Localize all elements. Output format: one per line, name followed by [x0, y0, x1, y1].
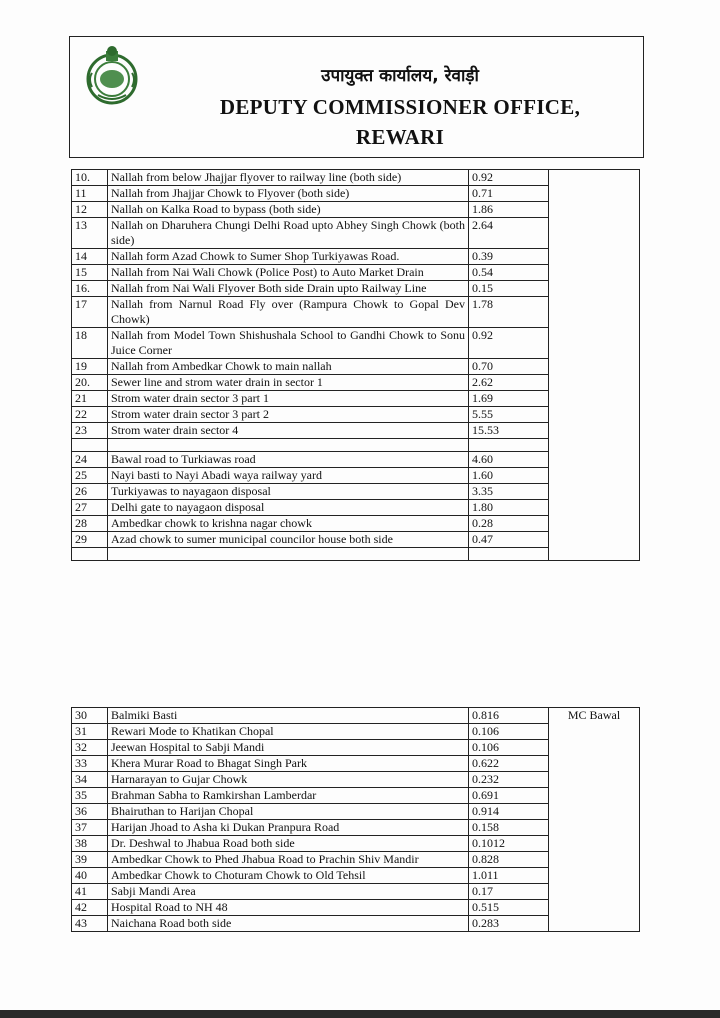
bottom-edge — [0, 1010, 720, 1018]
serial-number-cell: 32 — [72, 740, 108, 756]
description-cell: Nallah form Azad Chowk to Sumer Shop Turkiyawas Road. — [108, 249, 469, 265]
length-value-cell: 0.622 — [469, 756, 549, 772]
serial-number-cell: 24 — [72, 452, 108, 468]
length-value-cell: 0.232 — [469, 772, 549, 788]
works-table-2 — [71, 707, 640, 932]
description-cell: Nallah from Jhajjar Chowk to Flyover (both side) — [108, 186, 469, 202]
length-value-cell — [469, 548, 549, 561]
length-value-cell: 4.60 — [469, 452, 549, 468]
length-value-cell: 1.69 — [469, 391, 549, 407]
length-value-cell: 0.39 — [469, 249, 549, 265]
length-value-cell: 1.86 — [469, 202, 549, 218]
description-cell: Nallah from Nai Wali Chowk (Police Post) to Auto Market Drain — [108, 265, 469, 281]
serial-number-cell: 30 — [72, 708, 108, 724]
serial-number-cell — [72, 439, 108, 452]
length-value-cell: 0.17 — [469, 884, 549, 900]
description-cell: Strom water drain sector 3 part 1 — [108, 391, 469, 407]
letterhead — [69, 36, 644, 158]
description-cell: Naichana Road both side — [108, 916, 469, 932]
serial-number-cell: 13 — [72, 218, 108, 249]
description-cell: Harijan Jhoad to Asha ki Dukan Pranpura Road — [108, 820, 469, 836]
description-cell: Harnarayan to Gujar Chowk — [108, 772, 469, 788]
description-cell: Nayi basti to Nayi Abadi waya railway yard — [108, 468, 469, 484]
length-value-cell: 0.15 — [469, 281, 549, 297]
length-value-cell: 0.914 — [469, 804, 549, 820]
table-row — [72, 170, 640, 186]
description-cell: Rewari Mode to Khatikan Chopal — [108, 724, 469, 740]
serial-number-cell: 28 — [72, 516, 108, 532]
serial-number-cell: 41 — [72, 884, 108, 900]
description-cell: Khera Murar Road to Bhagat Singh Park — [108, 756, 469, 772]
serial-number-cell: 23 — [72, 423, 108, 439]
serial-number-cell: 21 — [72, 391, 108, 407]
length-value-cell: 0.1012 — [469, 836, 549, 852]
serial-number-cell: 22 — [72, 407, 108, 423]
serial-number-cell: 31 — [72, 724, 108, 740]
description-cell: Nallah from below Jhajjar flyover to railway line (both side) — [108, 170, 469, 186]
serial-number-cell: 35 — [72, 788, 108, 804]
works-table-1 — [71, 169, 640, 561]
remarks-cell — [549, 170, 640, 561]
length-value-cell: 0.70 — [469, 359, 549, 375]
length-value-cell: 2.64 — [469, 218, 549, 249]
length-value-cell: 0.92 — [469, 328, 549, 359]
serial-number-cell: 14 — [72, 249, 108, 265]
length-value-cell: 1.80 — [469, 500, 549, 516]
description-cell — [108, 548, 469, 561]
description-cell: Dr. Deshwal to Jhabua Road both side — [108, 836, 469, 852]
length-value-cell: 0.92 — [469, 170, 549, 186]
length-value-cell: 0.283 — [469, 916, 549, 932]
serial-number-cell: 42 — [72, 900, 108, 916]
serial-number-cell: 26 — [72, 484, 108, 500]
serial-number-cell: 29 — [72, 532, 108, 548]
serial-number-cell: 11 — [72, 186, 108, 202]
description-cell: Ambedkar Chowk to Phed Jhabua Road to Prachin Shiv Mandir — [108, 852, 469, 868]
remarks-cell: MC Bawal — [549, 708, 640, 932]
description-cell: Delhi gate to nayagaon disposal — [108, 500, 469, 516]
length-value-cell: 0.816 — [469, 708, 549, 724]
description-cell: Bhairuthan to Harijan Chopal — [108, 804, 469, 820]
serial-number-cell: 20. — [72, 375, 108, 391]
description-cell — [108, 439, 469, 452]
description-cell: Nallah from Nai Wali Flyover Both side Drain upto Railway Line — [108, 281, 469, 297]
serial-number-cell: 10. — [72, 170, 108, 186]
description-cell: Nallah on Kalka Road to bypass (both side) — [108, 202, 469, 218]
length-value-cell: 0.106 — [469, 724, 549, 740]
description-cell: Strom water drain sector 4 — [108, 423, 469, 439]
length-value-cell: 3.35 — [469, 484, 549, 500]
serial-number-cell: 43 — [72, 916, 108, 932]
description-cell: Sabji Mandi Area — [108, 884, 469, 900]
length-value-cell: 1.011 — [469, 868, 549, 884]
office-title-line1: DEPUTY COMMISSIONER OFFICE, — [219, 95, 581, 119]
hindi-office-title: उपायुक्त कार्यालय, रेवाड़ी — [321, 66, 479, 86]
length-value-cell: 2.62 — [469, 375, 549, 391]
length-value-cell: 1.78 — [469, 297, 549, 328]
description-cell: Hospital Road to NH 48 — [108, 900, 469, 916]
length-value-cell: 0.691 — [469, 788, 549, 804]
length-value-cell: 0.71 — [469, 186, 549, 202]
length-value-cell: 0.158 — [469, 820, 549, 836]
serial-number-cell: 12 — [72, 202, 108, 218]
description-cell: Ambedkar Chowk to Choturam Chowk to Old Tehsil — [108, 868, 469, 884]
length-value-cell: 0.28 — [469, 516, 549, 532]
description-cell: Jeewan Hospital to Sabji Mandi — [108, 740, 469, 756]
description-cell: Brahman Sabha to Ramkirshan Lamberdar — [108, 788, 469, 804]
serial-number-cell: 39 — [72, 852, 108, 868]
description-cell: Nallah from Narnul Road Fly over (Rampura Chowk to Gopal Dev Chowk) — [108, 297, 469, 328]
length-value-cell: 0.106 — [469, 740, 549, 756]
serial-number-cell: 38 — [72, 836, 108, 852]
serial-number-cell: 15 — [72, 265, 108, 281]
serial-number-cell: 33 — [72, 756, 108, 772]
length-value-cell: 5.55 — [469, 407, 549, 423]
description-cell: Nallah from Ambedkar Chowk to main nallah — [108, 359, 469, 375]
serial-number-cell — [72, 548, 108, 561]
description-cell: Nallah from Model Town Shishushala School to Gandhi Chowk to Sonu Juice Corner — [108, 328, 469, 359]
length-value-cell: 0.828 — [469, 852, 549, 868]
serial-number-cell: 16. — [72, 281, 108, 297]
description-cell: Nallah on Dharuhera Chungi Delhi Road upto Abhey Singh Chowk (both side) — [108, 218, 469, 249]
description-cell: Sewer line and strom water drain in sector 1 — [108, 375, 469, 391]
description-cell: Bawal road to Turkiawas road — [108, 452, 469, 468]
serial-number-cell: 19 — [72, 359, 108, 375]
serial-number-cell: 27 — [72, 500, 108, 516]
serial-number-cell: 25 — [72, 468, 108, 484]
serial-number-cell: 36 — [72, 804, 108, 820]
length-value-cell: 0.515 — [469, 900, 549, 916]
description-cell: Balmiki Basti — [108, 708, 469, 724]
serial-number-cell: 34 — [72, 772, 108, 788]
description-cell: Strom water drain sector 3 part 2 — [108, 407, 469, 423]
length-value-cell — [469, 439, 549, 452]
description-cell: Turkiyawas to nayagaon disposal — [108, 484, 469, 500]
table-row — [72, 708, 640, 724]
description-cell: Ambedkar chowk to krishna nagar chowk — [108, 516, 469, 532]
serial-number-cell: 18 — [72, 328, 108, 359]
serial-number-cell: 17 — [72, 297, 108, 328]
serial-number-cell: 40 — [72, 868, 108, 884]
length-value-cell: 0.47 — [469, 532, 549, 548]
length-value-cell: 1.60 — [469, 468, 549, 484]
serial-number-cell: 37 — [72, 820, 108, 836]
length-value-cell: 0.54 — [469, 265, 549, 281]
haryana-emblem-icon — [80, 43, 144, 107]
description-cell: Azad chowk to sumer municipal councilor house both side — [108, 532, 469, 548]
office-title-line2: REWARI — [355, 125, 445, 149]
length-value-cell: 15.53 — [469, 423, 549, 439]
